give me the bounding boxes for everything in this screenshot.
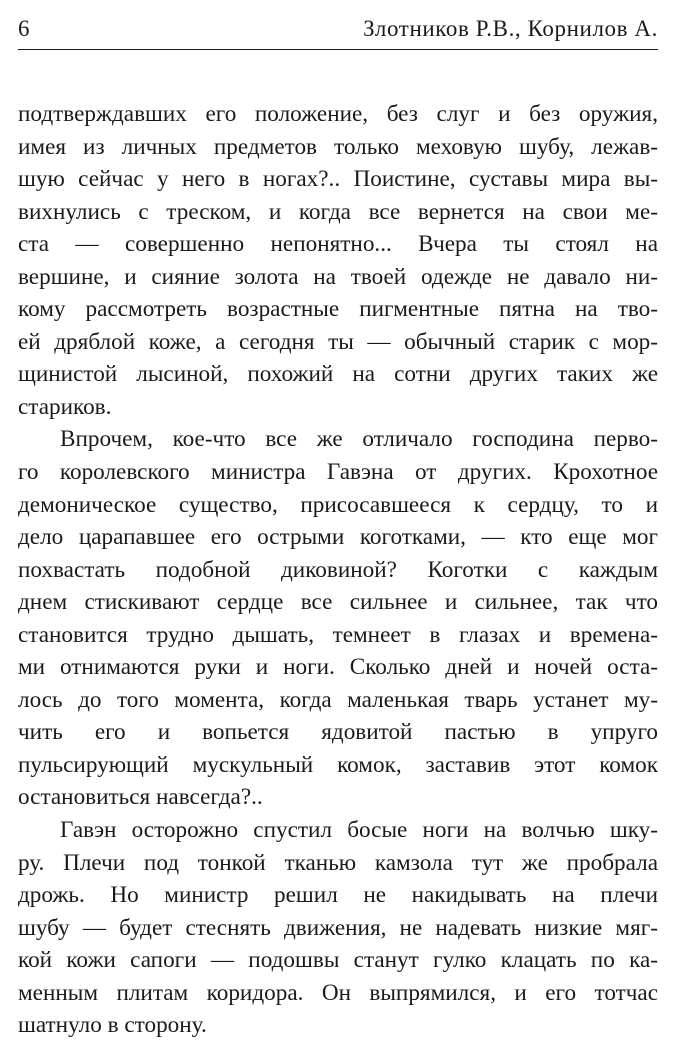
text-line: становится трудно дышать, темнеет в глазах и времена- [18,621,658,648]
text-line: лось до того момента, когда маленькая тварь устанет му- [18,686,658,713]
text-line: ста — совершенно непонятно... Вчера ты стоял на [18,231,658,258]
text-line: ей дряблой коже, а сегодня ты — обычный старик с мор- [18,328,658,355]
text-line: дрожь. Но министр решил не накидывать на плечи [18,882,658,909]
paragraph [18,814,658,1042]
text-line: днем стискивают сердце все сильнее и сильнее, так что [18,589,658,616]
text-line: имея из личных предметов только меховую шубу, лежав- [18,133,658,160]
text-line: похвастать подобной диковиной? Коготки с каждым [18,556,658,583]
text-line: вершине, и сияние золота на твоей одежде не давало ни- [18,263,658,290]
page-number: 6 [18,16,31,41]
text-line: Впрочем, кое-что все же отличало господина перво- [60,426,658,453]
paragraph [18,423,658,814]
text-line: остановиться навсегда?.. [18,784,263,811]
text-line: Гавэн осторожно спустил босые ноги на волчью шку- [60,817,658,844]
text-line: подтверждавших его положение, без слуг и без оружия, [18,101,658,127]
body-text [18,98,658,1042]
text-line: шубу — будет стеснять движения, не надевать низкие мяг- [18,914,658,941]
text-line: менным плитам коридора. Он выпрямился, и его тотчас [18,979,658,1006]
text-line: вихнулись с треском, и когда все вернется на свои ме- [18,198,658,225]
text-line: стариков. [18,393,112,420]
text-line: кому рассмотреть возрастные пигментные пятна на тво- [18,296,658,323]
text-line: кой кожи сапоги — подошвы станут гулко клацать по ка- [18,947,658,974]
running-head [18,14,658,44]
text-line: шую сейчас у него в ногах?.. Поистине, суставы мира вы- [18,166,658,193]
text-line: демоническое существо, присосавшееся к сердцу, то и [18,491,658,518]
paragraph [18,98,658,423]
text-line: пульсирующий мускульный комок, заставив этот комок [18,751,658,778]
text-line: го королевского министра Гавэна от других. Крохотное [18,459,658,486]
header-rule [18,49,658,50]
text-line: чить его и вопьется ядовитой пастью в упруго [18,719,658,746]
text-line: ру. Плечи под тонкой тканью камзола тут же пробрала [18,849,658,876]
text-line: ми отнимаются руки и ноги. Сколько дней и ночей оста- [18,654,658,681]
text-line: щинистой лысиной, похожий на сотни других таких же [18,361,658,388]
text-line: дело царапавшее его острыми коготками, — кто еще мог [18,524,658,551]
text-line: шатнуло в сторону. [18,1012,207,1039]
running-head-authors: Злотников Р.В., Корнилов А. [363,16,658,41]
